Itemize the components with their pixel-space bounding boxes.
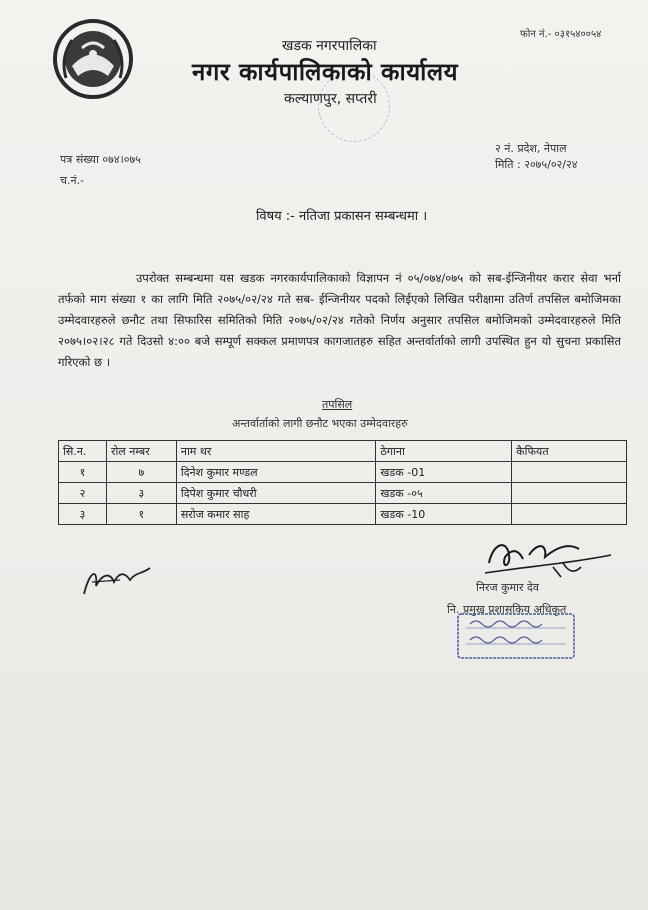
cell-remarks (512, 462, 627, 483)
handwritten-signature-icon (80, 560, 160, 600)
cell-serial: १ (59, 462, 107, 483)
official-stamp-icon (456, 612, 576, 660)
cell-address: खडक -01 (376, 462, 512, 483)
cell-remarks (512, 483, 627, 504)
cell-address: खडक -०५ (376, 483, 512, 504)
cell-remarks (512, 504, 627, 525)
table-subtitle: अन्तर्वार्ताको लागी छनौट भएका उम्मेदवारहरु (232, 417, 408, 430)
cell-roll: ३ (106, 483, 176, 504)
dispatch-number: च.नं.- (60, 174, 85, 187)
municipality-name: खडक नगरपालिका (282, 38, 377, 54)
municipality-logo-icon (52, 18, 134, 100)
cell-address: खडक -10 (376, 504, 512, 525)
office-location: कल्याणपुर, सप्तरी (284, 91, 377, 107)
header-address: ठेगाना (376, 441, 512, 462)
letter-body (58, 268, 621, 373)
body-paragraph: उपरोक्त सम्बन्धमा यस खडक नगरकार्यपालिकाको विज्ञापन नं ०५/०७४/०७५ को सब-ईन्जिनीयर करार सेवा भर्ना तर्फको माग संख्या १ का लागि मिति २०७५/०२/२४ गते सब- ईन्जिनीयर पदको लिईएको लिखित परीक्षामा उतिर्ण तपसिल बमोजिमका उम्मेदवारहरुले छनौट तथा सिफारिस समितिको मिति २०७५/०२/२४ गतेको निर्णय अनुसार तपसिल बमोजिमको उम्मेदवारहरुले मिति २०७५।०२।२८ गते दिउसो ४:०० बजे सम्पूर्ण सक्कल प्रमाणपत्र कागजातहरु सहित अन्तर्वार्ताको लागी उपस्थित हुन यो सुचना प्रकासित गरिएको छ । (58, 271, 621, 369)
candidate-table (58, 440, 627, 525)
phone-number: फोन नं.- ०३१५४००५४ (520, 29, 602, 40)
cell-roll: ७ (106, 462, 176, 483)
table-row (59, 462, 627, 483)
cell-name: सरोज कमार साह (176, 504, 376, 525)
header-name: नाम थर (176, 441, 376, 462)
header-roll: रोल नम्बर (106, 441, 176, 462)
letter-date: मिति : २०७५/०२/२४ (495, 158, 578, 171)
signatory-title: नि. प्रमुख प्रशासकिय अधिकृत (447, 603, 567, 616)
header-serial: सि.न. (59, 441, 107, 462)
table-row (59, 504, 627, 525)
cell-roll: १ (106, 504, 176, 525)
office-name: नगर कार्यपालिकाको कार्यालय (192, 58, 459, 86)
signatory-name: निरज कुमार देव (476, 581, 539, 594)
letter-subject: विषय :- नतिजा प्रकासन सम्बन्धमा । (256, 209, 428, 224)
cell-serial: २ (59, 483, 107, 504)
reference-number: पत्र संख्या ०७४।०७५ (60, 153, 141, 166)
province-line: २ नं. प्रदेश, नेपाल (495, 142, 567, 155)
header-remarks: कैफियत (512, 441, 627, 462)
table-header-row (59, 441, 627, 462)
table-row (59, 483, 627, 504)
officer-signature-icon (483, 533, 613, 583)
table-title: तपसिल (322, 398, 353, 411)
cell-name: दिनेश कुमार मण्डल (176, 462, 376, 483)
cell-name: दिपेश कुमार चौधरी (176, 483, 376, 504)
cell-serial: ३ (59, 504, 107, 525)
